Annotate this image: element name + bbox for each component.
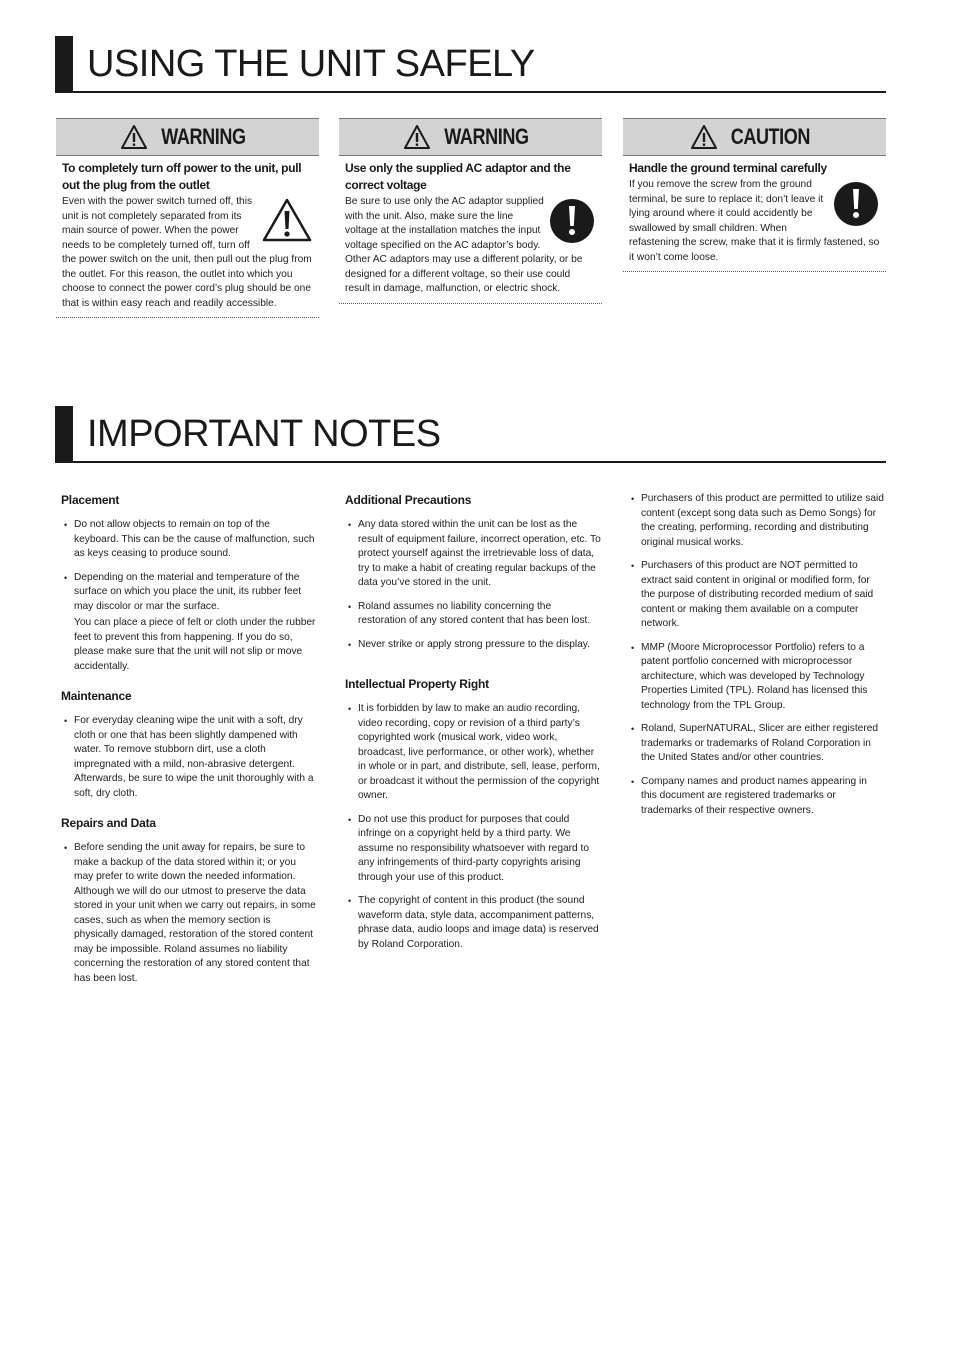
warning-triangle-icon xyxy=(403,124,431,150)
list-item: • Any data stored within the unit can be lost as the result of equipment failure, incorrect operation, etc. To protect yourself against the irretrievable loss of data, try to make a habit of creating regular backups of the data you’ve stored in the unit. xyxy=(345,518,601,591)
repairs-list xyxy=(61,841,317,986)
safety-body-wrap xyxy=(623,177,886,272)
ip-list xyxy=(345,702,601,952)
list-item: • Do not use this product for purposes that could infringe on a copyright held by a third party. We assume no responsibility whatsoever with regard to any infringements of third-party copyrights arising through your use of this product. xyxy=(345,813,601,886)
warning-label: WARNING xyxy=(161,124,246,149)
section-bar xyxy=(55,36,73,91)
list-item: • Company names and product names appearing in this document are registered trademarks or trademarks of their respective owners. xyxy=(628,775,884,819)
placement-list xyxy=(61,518,317,674)
section-heading-placement: Placement xyxy=(61,493,120,507)
list-item: • Roland assumes no liability concerning the restoration of any stored content that has been lost. xyxy=(345,600,601,629)
section-heading-maintenance: Maintenance xyxy=(61,689,132,703)
ip-continued-list xyxy=(628,492,884,818)
list-item: • The copyright of content in this product (the sound waveform data, style data, accompaniment patterns, phrase data, audio loops and image data) is reserved by Roland Corporation. xyxy=(345,894,601,952)
section-heading-repairs: Repairs and Data xyxy=(61,816,156,830)
section-heading-intellectual-property: Intellectual Property Right xyxy=(345,677,489,691)
notes-title: IMPORTANT NOTES xyxy=(87,413,441,455)
list-item: • MMP (Moore Microprocessor Portfolio) refers to a patent portfolio concerned with microprocessor architecture, which was developed by Technology Properties Limited (TPL). Roland has licensed this technology from the TPL Group. xyxy=(628,641,884,714)
list-item: • Do not allow objects to remain on top of the keyboard. This can be the cause of malfunction, such as keys ceasing to produce sound. xyxy=(61,518,317,562)
list-item: • Roland, SuperNATURAL, Slicer are either registered trademarks or trademarks of Roland Corporation in the United States and/or other countries. xyxy=(628,722,884,766)
warning-header xyxy=(339,118,602,156)
safety-subtitle: Use only the supplied AC adaptor and the correct voltage xyxy=(345,161,571,192)
maintenance-list xyxy=(61,714,317,801)
list-item: • Never strike or apply strong pressure to the display. xyxy=(345,638,601,653)
notes-column-2 xyxy=(345,492,601,966)
list-item: • Depending on the material and temperature of the surface on which you place the unit, its rubber feet may discolor or mar the surface. You can place a piece of felt or cloth under the rubber feet to prevent this from happening. If you do so, please make sure that the unit will not slip or move accidentally. xyxy=(61,571,317,675)
warning-triangle-icon xyxy=(690,124,718,150)
mandatory-exclamation-pictogram-icon xyxy=(548,197,596,245)
list-item: • Before sending the unit away for repairs, be sure to make a backup of the data stored within it; or you may prefer to write down the needed information. Although we will do our utmost to preserve the data stored in your unit when we carry out repairs, in some cases, such as when the memory section is physically damaged, restoration of the stored content may be impossible. Roland assumes no liability concerning the restoration of any stored content that has been lost. xyxy=(61,841,317,986)
warning-triangle-pictogram-icon xyxy=(261,197,313,243)
list-item: • For everyday cleaning wipe the unit with a soft, dry cloth or one that has been slightly dampened with water. To remove stubborn dirt, use a cloth impregnated with a mild, non-abrasive detergent. Afterwards, be sure to wipe the unit thoroughly with a soft, dry cloth. xyxy=(61,714,317,801)
safety-section-header xyxy=(55,36,886,93)
caution-header xyxy=(623,118,886,156)
mandatory-exclamation-pictogram-icon xyxy=(832,180,880,228)
safety-subtitle: To completely turn off power to the unit, pull out the plug from the outlet xyxy=(62,161,302,192)
safety-subtitle: Handle the ground terminal carefully xyxy=(629,161,827,175)
notes-column-1 xyxy=(61,492,317,1000)
notes-section-header xyxy=(55,406,886,463)
list-item-continuation: You can place a piece of felt or cloth under the rubber feet to prevent this from happening. If you do so, please make sure that the unit will not slip or move accidentally. xyxy=(74,617,316,672)
safety-box-caution-ground xyxy=(623,118,886,272)
warning-label: WARNING xyxy=(444,124,529,149)
safety-box-warning-adaptor xyxy=(339,118,602,304)
list-item: • Purchasers of this product are permitted to utilize said content (except song data such as Demo Songs) for the creating, performing, recording and distributing original musical works. xyxy=(628,492,884,550)
safety-box-warning-power xyxy=(56,118,319,318)
list-item: • Purchasers of this product are NOT permitted to extract said content in original or modified form, for the purpose of distributing recorded medium of said content or making them available on a computer network. xyxy=(628,559,884,632)
warning-header xyxy=(56,118,319,156)
safety-body: If you remove the screw from the ground terminal, be sure to replace it; don’t leave it lying around where it could accidently be swallowed by small children. When refastening the screw, make that it is firmly fastened, so it won’t come loose. xyxy=(629,179,880,263)
safety-title: USING THE UNIT SAFELY xyxy=(87,43,535,85)
section-bar xyxy=(55,406,73,461)
safety-body-wrap xyxy=(339,194,602,304)
safety-body-wrap xyxy=(56,194,319,318)
safety-body: Even with the power switch turned off, this unit is not completely separated from its main source of power. When the power needs to be completely turned off, turn off the power switch on the unit, then pull out the plug from the outlet. For this reason, the outlet into which you choose to connect the power cord’s plug should be one that is within easy reach and readily accessible. xyxy=(62,196,312,309)
list-item: • It is forbidden by law to make an audio recording, video recording, copy or revision of a third party’s copyrighted work (musical work, video work, broadcast, live performance, or other work), whether in whole or in part, and distribute, sell, lease, perform, or broadcast it without the permission of the copyright owner. xyxy=(345,702,601,804)
section-heading-additional-precautions: Additional Precautions xyxy=(345,493,472,507)
precautions-list xyxy=(345,518,601,652)
safety-body: Be sure to use only the AC adaptor supplied with the unit. Also, make sure the line voltage at the installation matches the input voltage specified on the AC adaptor’s body. Other AC adaptors may use a different polarity, or be designed for a different voltage, so their use could result in damage, malfunction, or electric shock. xyxy=(345,196,583,294)
caution-label: CAUTION xyxy=(730,124,811,149)
warning-triangle-icon xyxy=(120,124,148,150)
notes-column-3 xyxy=(628,492,884,832)
